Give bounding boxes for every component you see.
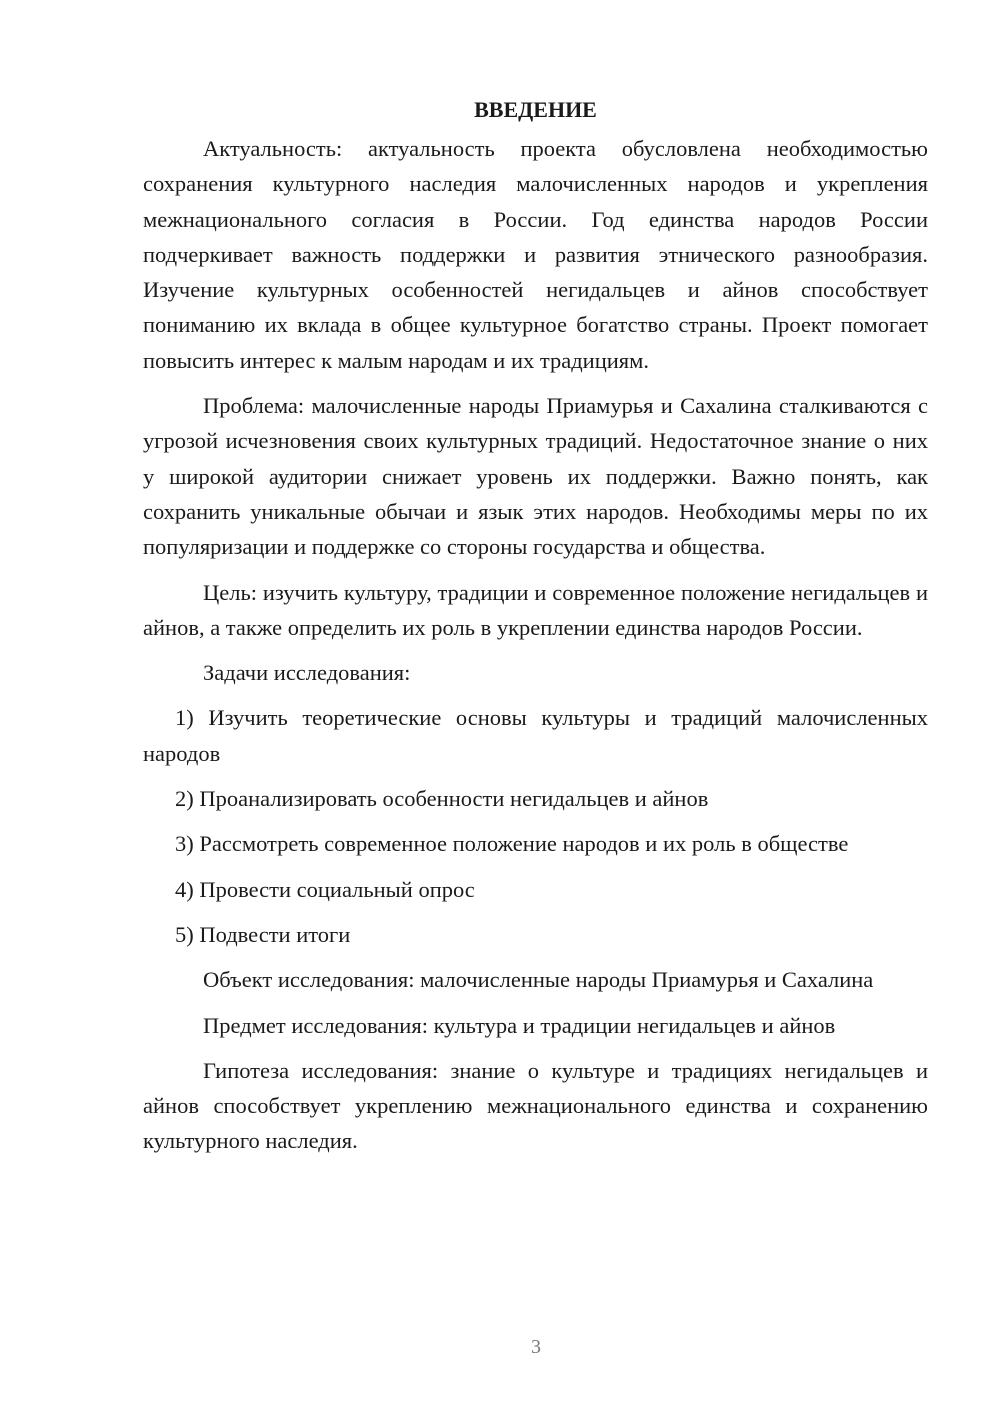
page-number: 3 [531,1336,541,1358]
page-title: ВВЕДЕНИЕ [474,97,597,122]
task-item-2: 2) Проанализировать особенности негидальцев и айнов [175,786,709,812]
task-item-3: 3) Рассмотреть современное положение народов и их роль в обществе [175,831,849,857]
subject-paragraph: Предмет исследования: культура и традиции негидальцев и айнов [203,1012,836,1038]
document-page [143,95,928,1169]
goal-paragraph: Цель: изучить культуру, традиции и современное положение негидальцев и айнов, а также определить их роль в укреплении единства народов России. [143,579,928,640]
task-item-4: 4) Провести социальный опрос [175,876,475,902]
task-item-5: 5) Подвести итоги [175,921,351,947]
hypothesis-paragraph: Гипотеза исследования: знание о культуре и традициях негидальцев и айнов способствует укреплению межнационального единства и сохранению культурного наследия. [143,1057,928,1154]
problem-paragraph: Проблема: малочисленные народы Приамурья и Сахалина сталкиваются с угрозой исчезновения своих культурных традиций. Недостаточное знание о них у широкой аудитории снижает уровень их поддержки. Важно понять, как сохранить уникальные обычаи и язык этих народов. Необходимы меры по их популяризации и поддержке со стороны государства и общества. [143,393,928,560]
task-item-1: 1) Изучить теоретические основы культуры и традиций малочисленных народов [143,705,928,766]
tasks-heading: Задачи исследования: [203,660,411,686]
object-paragraph: Объект исследования: малочисленные народы Приамурья и Сахалина [203,967,874,993]
relevance-paragraph: Актуальность: актуальность проекта обусловлена необходимостью сохранения культурного наследия малочисленных народов и укрепления межнационального согласия в России. Год единства народов России подчеркивает важность поддержки и развития этнического разнообразия. Изучение культурных особенностей негидальцев и айнов способствует пониманию их вклада в общее культурное богатство страны. Проект помогает повысить интерес к малым народам и их традициям. [143,136,928,373]
